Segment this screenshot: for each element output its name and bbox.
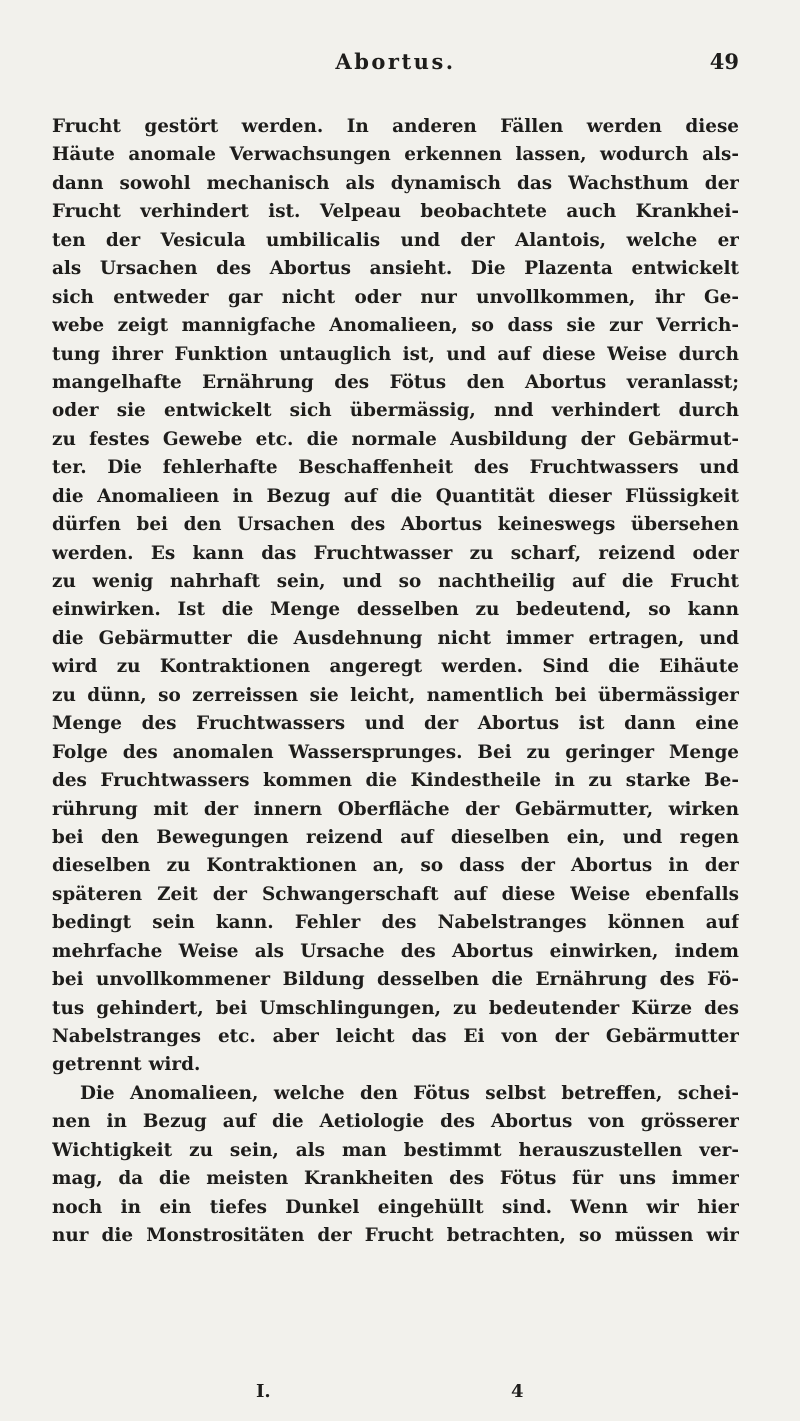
text-line: mag, da die meisten Krankheiten des Fötus für uns immer: [52, 1168, 739, 1190]
text-line: mangelhafte Ernährung des Fötus den Abortus veranlasst;: [52, 371, 739, 393]
paragraph-end-line: getrennt wird.: [52, 1054, 201, 1076]
text-line: Nabelstranges etc. aber leicht das Ei von der Gebärmutter: [52, 1026, 739, 1047]
text-line: bei unvollkommener Bildung desselben die Ernährung des Fö-: [52, 969, 739, 991]
text-line: nen in Bezug auf die Aetiologie des Abortus von grösserer: [52, 1111, 739, 1133]
text-line: werden. Es kann das Fruchtwasser zu scharf, reizend oder: [52, 542, 739, 564]
text-line: die Gebärmutter die Ausdehnung nicht immer ertragen, und: [52, 627, 739, 649]
text-line: rührung mit der innern Oberfläche der Gebärmutter, wirken: [52, 798, 739, 820]
text-line: Frucht verhindert ist. Velpeau beobachtete auch Krankhei-: [52, 201, 739, 223]
page-number: 49: [709, 49, 739, 74]
text-line: noch in ein tiefes Dunkel eingehüllt sind. Wenn wir hier: [52, 1196, 739, 1218]
text-line: zu dünn, so zerreissen sie leicht, namentlich bei übermässiger: [52, 684, 739, 706]
text-line: oder sie entwickelt sich übermässig, nnd verhindert durch: [52, 400, 739, 422]
text-line: mehrfache Weise als Ursache des Abortus einwirken, indem: [52, 940, 739, 962]
text-line: als Ursachen des Abortus ansieht. Die Plazenta entwickelt: [52, 258, 739, 280]
text-line: dieselben zu Kontraktionen an, so dass der Abortus in der: [52, 855, 739, 877]
text-line: ter. Die fehlerhafte Beschaffenheit des Fruchtwassers und: [52, 457, 739, 479]
page-footer: [52, 1381, 739, 1407]
text-line: einwirken. Ist die Menge desselben zu bedeutend, so kann: [52, 599, 739, 621]
body-text: [52, 113, 739, 1251]
text-line: Wichtigkeit zu sein, als man bestimmt herauszustellen ver-: [52, 1139, 739, 1161]
running-title: Abortus.: [335, 49, 456, 74]
text-line: sich entweder gar nicht oder nur unvollkommen, ihr Ge-: [52, 286, 739, 308]
text-line: wird zu Kontraktionen angeregt werden. Sind die Eihäute: [52, 656, 739, 678]
text-line: nur die Monstrositäten der Frucht betrachten, so müssen wir: [52, 1225, 739, 1247]
text-line: die Anomalieen in Bezug auf die Quantität dieser Flüssigkeit: [52, 485, 739, 507]
text-line: zu wenig nahrhaft sein, und so nachtheilig auf die Frucht: [52, 571, 739, 592]
signature-mark: I.: [256, 1381, 271, 1402]
text-line: des Fruchtwassers kommen die Kindestheile in zu starke Be-: [52, 770, 739, 792]
text-line: tus gehindert, bei Umschlingungen, zu bedeutender Kürze des: [52, 997, 739, 1019]
sheet-number: 4: [511, 1381, 524, 1402]
text-line: späteren Zeit der Schwangerschaft auf diese Weise ebenfalls: [52, 883, 739, 905]
text-line: tung ihrer Funktion untauglich ist, und auf diese Weise durch: [52, 343, 739, 365]
text-line: bedingt sein kann. Fehler des Nabelstranges können auf: [52, 912, 739, 934]
text-line: Folge des anomalen Wassersprunges. Bei zu geringer Menge: [52, 741, 739, 763]
text-line: dann sowohl mechanisch als dynamisch das Wachsthum der: [52, 172, 739, 194]
paragraph-start-line: Die Anomalieen, welche den Fötus selbst betreffen, schei-: [80, 1082, 739, 1104]
text-line: bei den Bewegungen reizend auf dieselben ein, und regen: [52, 826, 739, 848]
page-header: [52, 49, 739, 79]
text-line: Häute anomale Verwachsungen erkennen lassen, wodurch als-: [52, 144, 739, 166]
text-line: Frucht gestört werden. In anderen Fällen werden diese: [52, 116, 739, 137]
text-line: webe zeigt mannigfache Anomalieen, so dass sie zur Verrich-: [52, 315, 739, 337]
text-line: Menge des Fruchtwassers und der Abortus ist dann eine: [52, 713, 739, 735]
text-line: dürfen bei den Ursachen des Abortus keineswegs übersehen: [52, 514, 739, 536]
text-line: zu festes Gewebe etc. die normale Ausbildung der Gebärmut-: [52, 428, 739, 450]
text-line: ten der Vesicula umbilicalis und der Alantois, welche er: [52, 229, 739, 251]
